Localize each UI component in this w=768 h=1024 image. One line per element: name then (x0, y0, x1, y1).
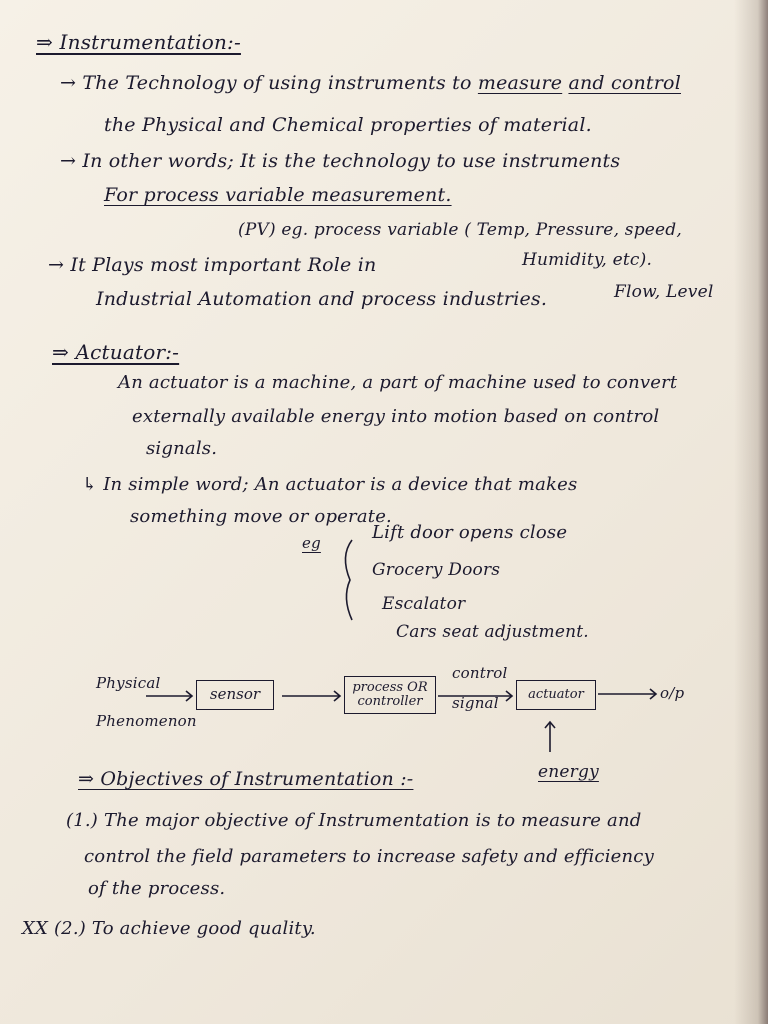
actuator-simple-line-1: ↳ In simple word; An actuator is a device that makes (82, 474, 578, 495)
example-item: Escalator (382, 594, 466, 614)
instr-pv-example: (PV) eg. process variable ( Temp, Pressure, speed, (238, 220, 682, 240)
instr-definition-line-2: the Physical and Chemical properties of material. (104, 114, 592, 136)
instr-role-line-2: Industrial Automation and process industries. (96, 288, 548, 310)
instr-line1-measure: measure (477, 72, 563, 94)
actuator-definition-line-1: An actuator is a machine, a part of machine used to convert (118, 372, 678, 393)
diagram-control-label-2: signal (452, 694, 499, 712)
objectives-heading: ⇒ Objectives of Instrumentation :- (78, 768, 414, 790)
objective-1-line-3: of the process. (88, 878, 226, 899)
example-item: Lift door opens close (372, 522, 568, 543)
instr-role-line-1: → It Plays most important Role in (48, 254, 377, 276)
diagram-energy-label: energy (538, 762, 599, 782)
diagram-input-label-2: Phenomenon (96, 712, 197, 730)
actuator-heading: ⇒ Actuator:- (52, 340, 180, 364)
actuator-definition-line-3: signals. (146, 438, 218, 459)
instr-line1-text: → The Technology of using instruments to (60, 72, 472, 94)
objective-1-line-1: (1.) The major objective of Instrumentation is to measure and (66, 810, 642, 831)
instr-line1-control: and control (568, 72, 681, 94)
diagram-actuator-box: actuator (516, 680, 596, 710)
instr-definition-line-4: For process variable measurement. (104, 184, 452, 206)
examples-label: eg (302, 534, 321, 552)
instr-pv-example-cont-2: Flow, Level (614, 282, 714, 302)
diagram-controller-box: process OR controller (344, 676, 436, 714)
diagram-output-label: o/p (660, 684, 685, 702)
example-item: Cars seat adjustment. (396, 622, 589, 642)
actuator-definition-line-2: externally available energy into motion based on control (132, 406, 660, 427)
objective-2: XX (2.) To achieve good quality. (22, 918, 316, 939)
instr-definition-line-3: → In other words; It is the technology to use instruments (60, 150, 621, 172)
actuator-simple-line-2: something move or operate. (130, 506, 392, 527)
examples-brace (345, 540, 352, 620)
example-item: Grocery Doors (372, 560, 501, 580)
instr-pv-example-cont: Humidity, etc). (522, 250, 653, 270)
diagram-sensor-box: sensor (196, 680, 274, 710)
instrumentation-heading: ⇒ Instrumentation:- (36, 30, 241, 54)
diagram-control-label-1: control (452, 664, 508, 682)
objective-1-line-2: control the field parameters to increase safety and efficiency (84, 846, 654, 867)
page-edge-shadow (734, 0, 768, 1024)
diagram-input-label-1: Physical (96, 674, 161, 692)
